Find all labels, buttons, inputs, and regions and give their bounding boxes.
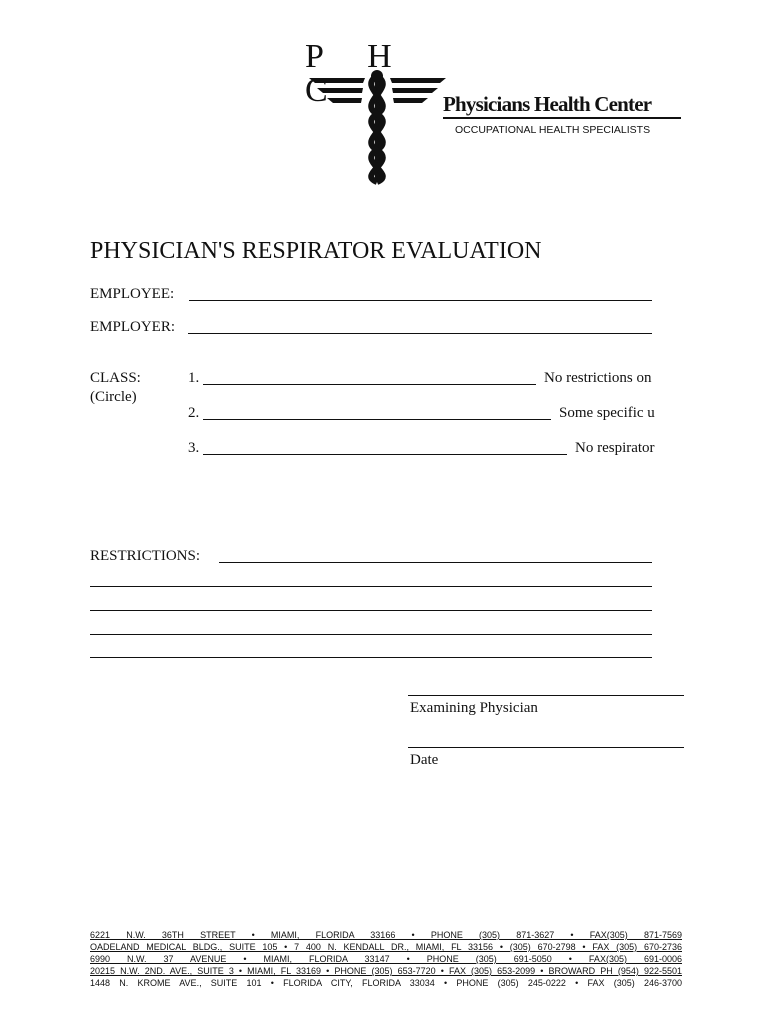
footer-address-line: 6221 N.W. 36TH STREET • MIAMI, FLORIDA 33166 • PHONE (305) 871-3627 • FAX(305) 871-7569 [90,930,682,940]
employee-field[interactable] [189,300,652,301]
date-label: Date [410,752,439,768]
footer-address-line: 1448 N. KROME AVE., SUITE 101 • FLORIDA CITY, FLORIDA 33034 • PHONE (305) 245-0222 • FAX (305) 246-3700 [90,978,682,988]
class-hint: (Circle) [90,389,137,405]
physician-signature-line[interactable] [408,695,684,696]
date-line[interactable] [408,747,684,748]
restrictions-line-5[interactable] [90,657,652,658]
restrictions-line-2[interactable] [90,586,652,587]
logo-letters: P H C [305,38,410,109]
class-option-2-text: Some specific u [559,405,655,421]
restrictions-label: RESTRICTIONS: [90,548,201,564]
restrictions-line-3[interactable] [90,610,652,611]
class-label: CLASS: [90,370,141,386]
footer-addresses [90,929,682,989]
footer-address-line: 6990 N.W. 37 AVENUE • MIAMI, FLORIDA 33147 • PHONE (305) 691-5050 • FAX(305) 691-0006 [90,954,682,964]
class-option-3-line[interactable] [203,454,567,455]
class-option-3-number: 3. [188,440,200,456]
restrictions-line-4[interactable] [90,634,652,635]
form-title: PHYSICIAN'S RESPIRATOR EVALUATION [90,238,542,264]
class-option-3-text: No respirator [575,440,655,456]
class-option-2-line[interactable] [203,419,551,420]
footer-address-line: 20215 N.W. 2ND. AVE., SUITE 3 • MIAMI, FL 33169 • PHONE (305) 653-7720 • FAX (305) 653-2099 • BROWARD PH (954) 922-5501 [90,966,682,976]
class-option-1-line[interactable] [203,384,536,385]
brand-divider [443,117,681,119]
restrictions-line-1[interactable] [219,562,652,563]
class-option-1-number: 1. [188,370,200,386]
employee-label: EMPLOYEE: [90,286,175,302]
footer-address-line: OADELAND MEDICAL BLDG., SUITE 105 • 7 400 N. KENDALL DR., MIAMI, FL 33156 • (305) 670-2798 • FAX (305) 670-2736 [90,942,682,952]
class-option-2-number: 2. [188,405,200,421]
brand-name: Physicians Health Center [443,92,652,116]
brand-tagline: OCCUPATIONAL HEALTH SPECIALISTS [455,124,651,136]
employer-field[interactable] [188,333,652,334]
examining-physician-label: Examining Physician [410,700,538,716]
class-option-1-text: No restrictions on [544,370,652,386]
employer-label: EMPLOYER: [90,319,176,335]
